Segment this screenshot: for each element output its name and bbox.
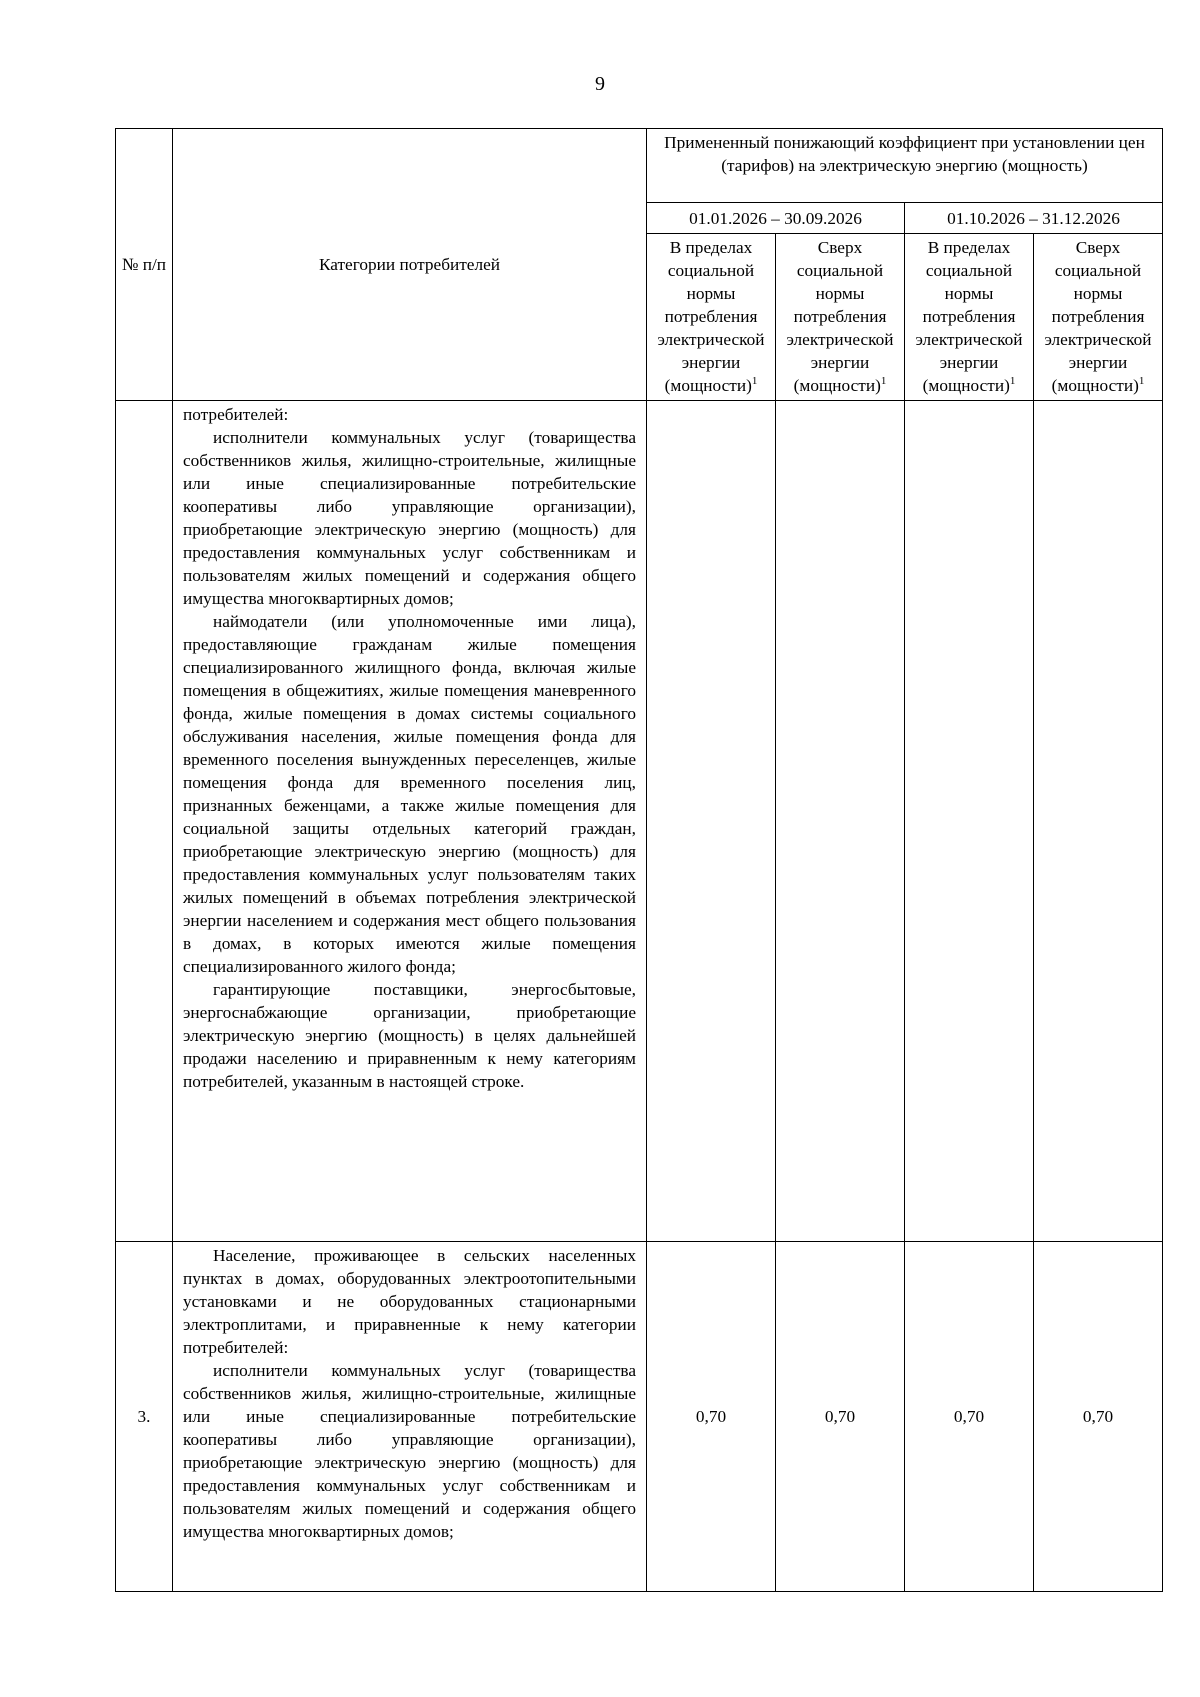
header-period-2: 01.10.2026 – 31.12.2026	[905, 203, 1163, 234]
category-paragraph: наймодатели (или уполномоченные ими лица), предоставляющие гражданам жилые помещения специализированного жилищного фонда, включая жилые помещения в общежитиях, жилые помещения маневренного фонда, жилые помещения в домах системы социального обслуживания населения, жилые помещения фонда для временного поселения вынужденных переселенцев, жилые помещения фонда для временного поселения лиц, признанных беженцами, а также жилые помещения для социальной защиты отдельных категорий граждан, приобретающие электрическую энергию (мощность) для предоставления коммунальных услуг пользователям таких жилых помещений в объемах потребления электрической энергии населением и содержания мест общего пользования в домах, в которых имеются жилые помещения специализированного жилого фонда;	[183, 612, 636, 976]
header-subcol-1: В пределах социальной нормы потребления электрической энергии (мощности)$^1$	[647, 234, 776, 401]
category-paragraph: исполнители коммунальных услуг (товарищества собственников жилья, жилищно-строительные, жилищные или иные специализированные потребительские кооперативы либо управляющие организации), приобретающие электрическую энергию (мощность) для предоставления коммунальных услуг собственникам и пользователям жилых помещений и содержания общего имущества многоквартирных домов;	[183, 428, 636, 608]
row-value: 0,70	[776, 1242, 905, 1592]
row-value	[1034, 401, 1163, 1242]
category-paragraph: гарантирующие поставщики, энергосбытовые, энергоснабжающие организации, приобретающие электрическую энергию (мощность) в целях дальнейшей продажи населению и приравненным к нему категориям потребителей, указанным в настоящей строке.	[183, 980, 636, 1091]
row-value: 0,70	[905, 1242, 1034, 1592]
header-subcol-2: Сверх социальной нормы потребления электрической энергии (мощности)$^1$	[776, 234, 905, 401]
table-row	[116, 401, 1163, 1242]
row-value	[776, 401, 905, 1242]
header-subcol-3: В пределах социальной нормы потребления электрической энергии (мощности)$^1$	[905, 234, 1034, 401]
row-value: 0,70	[647, 1242, 776, 1592]
row-category	[173, 1242, 647, 1592]
row-value	[647, 401, 776, 1242]
row-value	[905, 401, 1034, 1242]
header-category-col: Категории потребителей	[173, 129, 647, 401]
header-coefficient-title: Примененный понижающий коэффициент при установлении цен (тарифов) на электрическую энергию (мощность)	[647, 129, 1163, 203]
header-num-col: № п/п	[116, 129, 173, 401]
header-row-1	[116, 129, 1163, 203]
row-number	[116, 401, 173, 1242]
table-row	[116, 1242, 1163, 1592]
row-value: 0,70	[1034, 1242, 1163, 1592]
category-paragraph: исполнители коммунальных услуг (товарищества собственников жилья, жилищно-строительные, жилищные или иные специализированные потребительские кооперативы либо управляющие организации), приобретающие электрическую энергию (мощность) для предоставления коммунальных услуг собственникам и пользователям жилых помещений и содержания общего имущества многоквартирных домов;	[183, 1361, 636, 1541]
header-subcol-4: Сверх социальной нормы потребления электрической энергии (мощности)$^1$	[1034, 234, 1163, 401]
page-number: 9	[595, 73, 605, 95]
coefficient-table	[115, 128, 1163, 1592]
row-number: 3.	[116, 1242, 173, 1592]
header-period-1: 01.01.2026 – 30.09.2026	[647, 203, 905, 234]
category-paragraph: потребителей:	[183, 405, 289, 424]
row-category	[173, 401, 647, 1242]
category-paragraph: Население, проживающее в сельских населенных пунктах в домах, оборудованных электроотопительными установками и не оборудованных стационарными электроплитами, и приравненные к нему категории потребителей:	[183, 1246, 636, 1357]
